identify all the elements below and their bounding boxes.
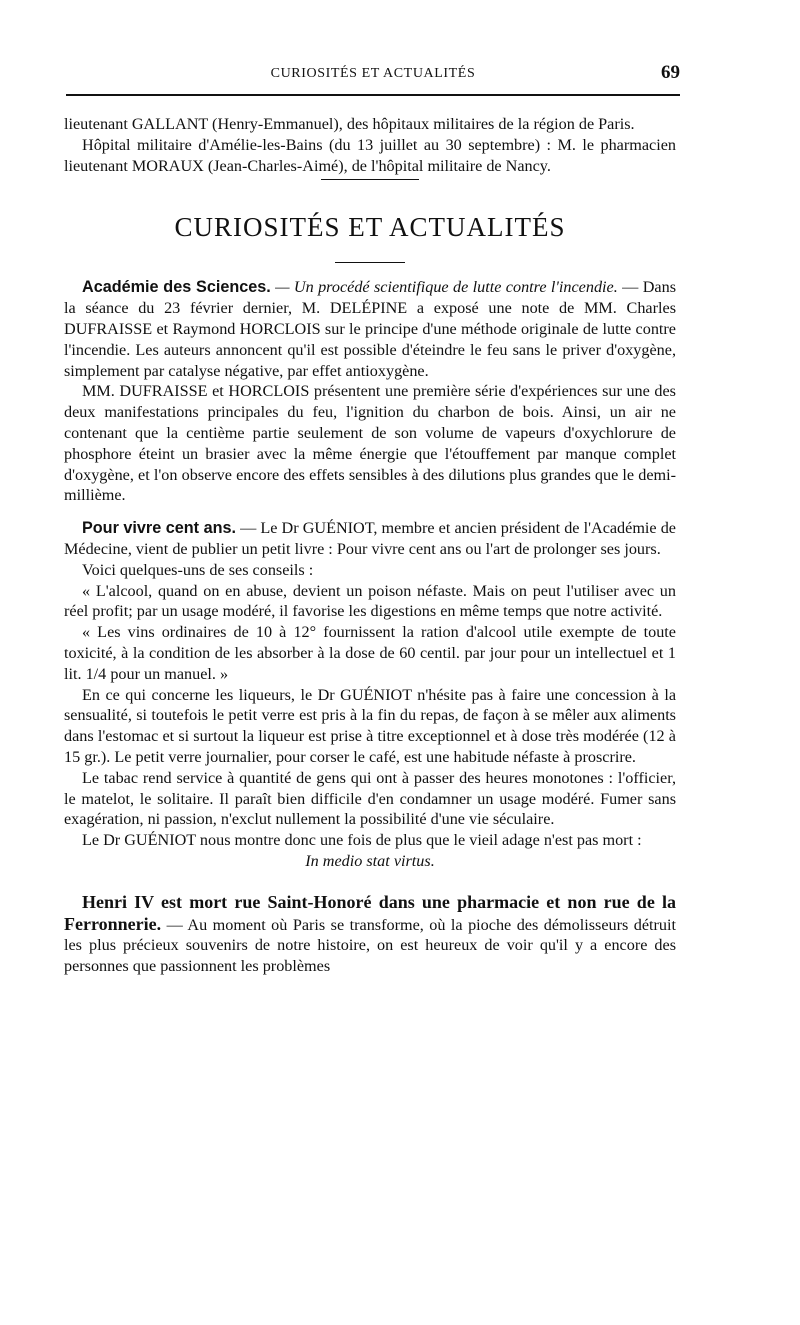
academie-text-1: — Dans la séance du 23 février dernier, M. DELÉPINE a exposé une note de MM. Charles DUFRAISSE et Raymond HORCLOIS sur le principe d'une méthode originale de lutte contre l'incendie. Les auteurs annoncent qu'il est possible d'éteindre le feu sans le priver d'oxygène, simplement par catalyse négative, par effet antioxygène.: [64, 278, 677, 380]
section-title: CURIOSITÉS ET ACTUALITÉS: [174, 212, 566, 243]
henri-paragraph-1: [64, 892, 676, 977]
page-body: [64, 114, 676, 977]
intro-paragraph-2: Hôpital militaire d'Amélie-les-Bains (du 13 juillet au 30 septembre) : M. le pharmacien lieutenant MORAUX (Jean-Charles-Aimé), de l'hôpital militaire de Nancy.: [64, 135, 676, 175]
henri-lead: Henri IV est mort rue Saint-Honoré dans une pharmacie et non rue de la Ferronnerie.: [64, 891, 676, 934]
vivre-paragraph-6: Le tabac rend service à quantité de gens qui ont à passer des heures monotones : l'officier, le matelot, le solitaire. Il paraît bien difficile d'en condamner un usage modéré. Fumer sans exagération, ni passion, n'exclut nullement la possibilité d'une vie séculaire.: [64, 768, 676, 829]
vivre-paragraph-3: « L'alcool, quand on en abuse, devient un poison néfaste. Mais on peut l'utiliser avec un réel profit; par un usage modéré, il favorise les digestions en même temps que notre activité.: [64, 581, 676, 621]
academie-lead: Académie des Sciences.: [82, 278, 271, 297]
spacer: [64, 872, 676, 892]
academie-paragraph-1: [64, 277, 676, 381]
vivre-paragraph-1: [64, 518, 676, 560]
academie-paragraph-2: MM. DUFRAISSE et HORCLOIS présentent une première série d'expériences sur une des deux manifestations principales du feu, l'ignition du charbon de bois. Ainsi, un air ne contenant que la centième partie seulement de son volume de vapeurs d'oxychlorure de phosphore éteint un brasier avec la même énergie que l'étouffement par manque complet d'oxygène, et l'on observe encore des effets sensibles à des dilutions plus grandes que le demi-millième.: [64, 382, 676, 505]
vivre-paragraph-7: Le Dr GUÉNIOT nous montre donc une fois de plus que le vieil adage n'est pas mort :: [82, 831, 642, 850]
running-header: [66, 62, 680, 88]
section-title-rule: [335, 262, 405, 263]
academie-title: — Un procédé scientifique de lutte contre l'incendie.: [275, 278, 618, 297]
vivre-text-1: — Le Dr GUÉNIOT, membre et ancien président de l'Académie de Médecine, vient de publier un petit livre : Pour vivre cent ans ou l'art de prolonger ses jours.: [64, 519, 676, 558]
header-rule: [66, 94, 680, 96]
running-title: CURIOSITÉS ET ACTUALITÉS: [270, 66, 476, 81]
page-number: 69: [661, 62, 680, 83]
henri-text-1: — Au moment où Paris se transforme, où la pioche des démolisseurs détruit les plus précieux souvenirs de notre histoire, on est heureux de voir qu'il y a encore des personnes que passionnent les problèmes: [64, 915, 677, 976]
intro-paragraph-1: lieutenant GALLANT (Henry-Emmanuel), des hôpitaux militaires de la région de Paris.: [64, 115, 635, 133]
vivre-paragraph-5: En ce qui concerne les liqueurs, le Dr GUÉNIOT n'hésite pas à faire une concession à la sensualité, si toutefois le petit verre est pris à la fin du repas, de façon à se mêler aux aliments dans l'estomac et si surtout la liqueur est prise à titre exceptionnel et à dose très modérée (12 à 15 gr.). Le petit verre journalier, pour corser le café, est une habitude néfaste à proscrire.: [64, 685, 676, 766]
vivre-paragraph-4: « Les vins ordinaires de 10 à 12° fournissent la ration d'alcool utile exempte de toute toxicité, à la condition de les absorber à la dose de 60 centil. par jour pour un intellectuel et 1 lit. 1/4 pour un manuel. »: [64, 623, 676, 683]
vivre-lead: Pour vivre cent ans.: [82, 519, 236, 538]
spacer: [64, 506, 676, 518]
divider-rule: [321, 179, 419, 180]
latin-quote: In medio stat virtus.: [305, 851, 435, 870]
vivre-paragraph-2: Voici quelques-uns de ses conseils :: [82, 560, 314, 579]
